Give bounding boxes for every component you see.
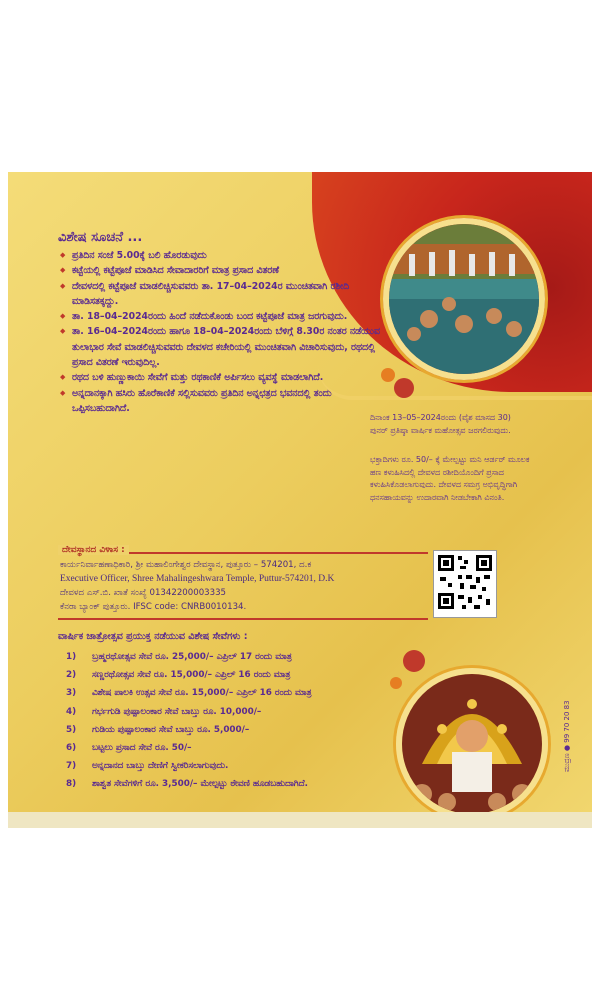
seva-number: 1) (66, 652, 77, 662)
donation-line: ಧನಸಹಾಯವನ್ನು ಉದಾರವಾಗಿ ನೀಡಬೇಕಾಗಿ ವಿನಂತಿ. (370, 492, 505, 502)
temple-address-box (58, 545, 428, 620)
address-title: ದೇವಸ್ಥಾನದ ವಿಳಾಸ : (58, 545, 129, 555)
address-english: Executive Officer, Shree Mahalingeshwara Temple, Puttur-574201, D.K (60, 574, 335, 584)
account-number: ದೇವಳದ ಎಸ್.ಬಿ. ಖಾತೆ ಸಂಖ್ಯೆ 01342200003335 (60, 588, 227, 598)
list-item: ◆ ತಾ. 16–04–2024ರಂದು ಹಾಗೂ 18–04–2024ರಂದು ಬೆಳಿಗ್ಗೆ 8.30ರ ನಂತರ ನಡೆಯುವ ತುಲಾಭಾರ ಸೇವೆ ಮಾಡಲಿಚ್ಚಿಸುವವರು ದೇವಳದ ಕಚೇರಿಯಲ್ಲಿ ಮುಂಚಿತವಾಗಿ ವಿಚಾರಿಸುವುದು, ರಥದಲ್ಲಿ ಪ್ರಸಾದ ವಿತರಣೆ ಇರುವುದಿಲ್ಲ. (60, 324, 380, 370)
sevas-list (66, 648, 386, 794)
bank-ifsc: ಕೆನರಾ ಬ್ಯಾಂಕ್ ಪುತ್ತೂರು. IFSC code: CNRB0010134. (60, 602, 247, 612)
list-item (66, 775, 386, 793)
temple-pond-image (389, 224, 539, 374)
bottom-strip (8, 812, 592, 828)
decor-dot (403, 650, 425, 672)
seva-text: ಗರ್ಭಗುಡಿ ಪುಷ್ಪಾಲಂಕಾರ ಸೇವೆ ಬಾಬ್ತು ರೂ. 10,000/– (92, 706, 262, 717)
seva-number: 6) (66, 743, 77, 754)
decor-dot (381, 368, 395, 382)
seva-text: ಸಣ್ಣರಥೋತ್ಸವ ಸೇವೆ ರೂ. 15,000/– ಎಪ್ರಿಲ್ 16 ರಂದು ಮಾತ್ರ (92, 670, 291, 681)
list-item (66, 684, 386, 702)
seva-text: ಬಟ್ಟಲು ಪ್ರಸಾದ ಸೇವೆ ರೂ. 50/– (92, 743, 192, 754)
notice-list (60, 248, 380, 416)
notice-heading: ವಿಶೇಷ ಸೂಚನೆ ... (58, 230, 143, 245)
qr-code-image (434, 551, 496, 617)
list-item: ◆ ದೇವಳದಲ್ಲಿ ಕಟ್ಟೆಪೂಜೆ ಮಾಡಲಿಚ್ಚಿಸುವವರು ತಾ. 17–04–2024ರ ಮುಂಚಿತವಾಗಿ ರಶೀದಿ ಮಾಡಿಸತಕ್ಕದ್ದು. (60, 279, 380, 310)
qr-code (433, 550, 497, 618)
donation-line: ಕಳುಹಿಸಿಕೊಡಲಾಗುವುದು. ದೇವಳದ ಸಮಗ್ರ ಅಭಿವೃದ್ಧಿಗಾಗಿ (370, 480, 518, 489)
seva-text: ಗುಡಿಯ ಪುಷ್ಪಾಲಂಕಾರ ಸೇವೆ ಬಾಬ್ತು ರೂ. 5,000/– (92, 724, 250, 735)
sevas-title: ವಾರ್ಷಿಕ ಜಾತ್ರೋತ್ಸವ ಪ್ರಯುಕ್ತ ನಡೆಯುವ ವಿಶೇಷ ಸೇವೆಗಳು : (58, 631, 248, 642)
donation-line: ಭಕ್ತಾದಿಗಳು ರೂ. 50/– ಕ್ಕೆ ಮೇಲ್ಪಟ್ಟು ಮನಿ ಆರ್ಡರ್ ಮೂಲಕ (370, 455, 530, 464)
annual-event-line: ಪುನರ್ ಪ್ರತಿಷ್ಠಾ ವಾರ್ಷಿಕ ಮಹೋತ್ಸವ ಜರಗಲಿರುವುದು. (370, 425, 511, 435)
decor-dot (394, 378, 414, 398)
list-item: ◆ ಅನ್ನದಾನಕ್ಕಾಗಿ ಹಸಿರು ಹೊರೆಕಾಣಿಕೆ ಸಲ್ಲಿಸುವವರು ಪ್ರತಿದಿನ ಅನ್ನಛತ್ರದ ಭವನದಲ್ಲಿ ತಂದು ಒಪ್ಪಿಸಬಹುದಾಗಿದೆ. (60, 386, 380, 417)
seva-number: 2) (66, 670, 77, 681)
list-item: ◆ ತಾ. 18–04–2024ರಂದು ಹಿಂದೆ ನಡೆದುಕೊಂಡು ಬಂದ ಕಟ್ಟೆಪೂಜೆ ಮಾತ್ರ ಜರಗುವುದು. (60, 309, 380, 324)
list-item (66, 721, 386, 739)
seva-text: ವಿಶೇಷ ಪಾಲಕಿ ಉತ್ಸವ ಸೇವೆ ರೂ. 15,000/– ಎಪ್ರಿಲ್ 16 ರಂದು ಮಾತ್ರ (92, 688, 312, 699)
seva-number: 3) (66, 688, 77, 699)
address-kannada: ಕಾರ್ಯನಿರ್ವಾಹಣಾಧಿಕಾರಿ, ಶ್ರೀ ಮಹಾಲಿಂಗೇಶ್ವರ ದೇವಸ್ಥಾನ, ಪುತ್ತೂರು – 574201, ದ.ಕ (60, 560, 312, 570)
deity-procession-image (402, 674, 542, 812)
deity-procession-photo (396, 668, 548, 812)
seva-text: ಅನ್ನದಾನದ ಬಾಬ್ತು ದೇಣಿಗೆ ಸ್ವೀಕರಿಸಲಾಗುವುದು. (92, 761, 229, 772)
seva-number: 4) (66, 706, 77, 717)
donation-text (370, 454, 588, 504)
seva-number: 5) (66, 724, 77, 735)
list-item (66, 666, 386, 684)
print-credit: ಮುದ್ರಣ ● 99 70 20 83 (563, 700, 571, 772)
annual-festival-text (370, 412, 588, 437)
list-item: ◆ ಕಟ್ಟೆಯಲ್ಲಿ ಕಟ್ಟೆಪೂಜೆ ಮಾಡಿಸಿದ ಸೇವಾದಾರರಿಗೆ ಮಾತ್ರ ಪ್ರಸಾದ ವಿತರಣೆ (60, 263, 380, 278)
temple-flyer (8, 172, 592, 812)
list-item (66, 648, 386, 666)
decor-dot (390, 677, 402, 689)
seva-text: ಬ್ರಹ್ಮರಥೋತ್ಸವ ಸೇವೆ ರೂ. 25,000/– ಎಪ್ರಿಲ್ 17 ರಂದು ಮಾತ್ರ (92, 652, 292, 662)
list-item (66, 703, 386, 721)
donation-line: ಹಣ ಕಳುಹಿಸಿದಲ್ಲಿ ದೇವಳದ ರಶೀದಿಯೊಂದಿಗೆ ಪ್ರಸಾದ (370, 467, 504, 477)
list-item: ◆ ಪ್ರತಿದಿನ ಸಂಜೆ 5.00ಕ್ಕೆ ಬಲಿ ಹೊರಡುವುದು (60, 248, 380, 263)
seva-text: ಶಾಶ್ವತ ಸೇವೆಗಳಿಗೆ ರೂ. 3,500/– ಮೇಲ್ಪಟ್ಟು ಠೇವಣಿ ಹೂಡಬಹುದಾಗಿದೆ. (92, 779, 308, 790)
list-item (66, 757, 386, 775)
list-item: ◆ ರಥದ ಬಳಿ ಹುಣ್ಣುಕಾಯಿ ಸೇವೆಗೆ ಮತ್ತು ರಥಕಾಣಿಕೆ ಅರ್ಪಿಸಲು ವ್ಯವಸ್ಥೆ ಮಾಡಲಾಗಿದೆ. (60, 370, 380, 385)
annual-date-line: ದಿನಾಂಕ 13–05–2024ರಂದು (ವೈಶ ಮಾಸದ 30) (370, 413, 511, 422)
list-item (66, 739, 386, 757)
seva-number: 8) (66, 779, 77, 790)
seva-number: 7) (66, 761, 77, 772)
temple-pond-photo (383, 218, 545, 380)
